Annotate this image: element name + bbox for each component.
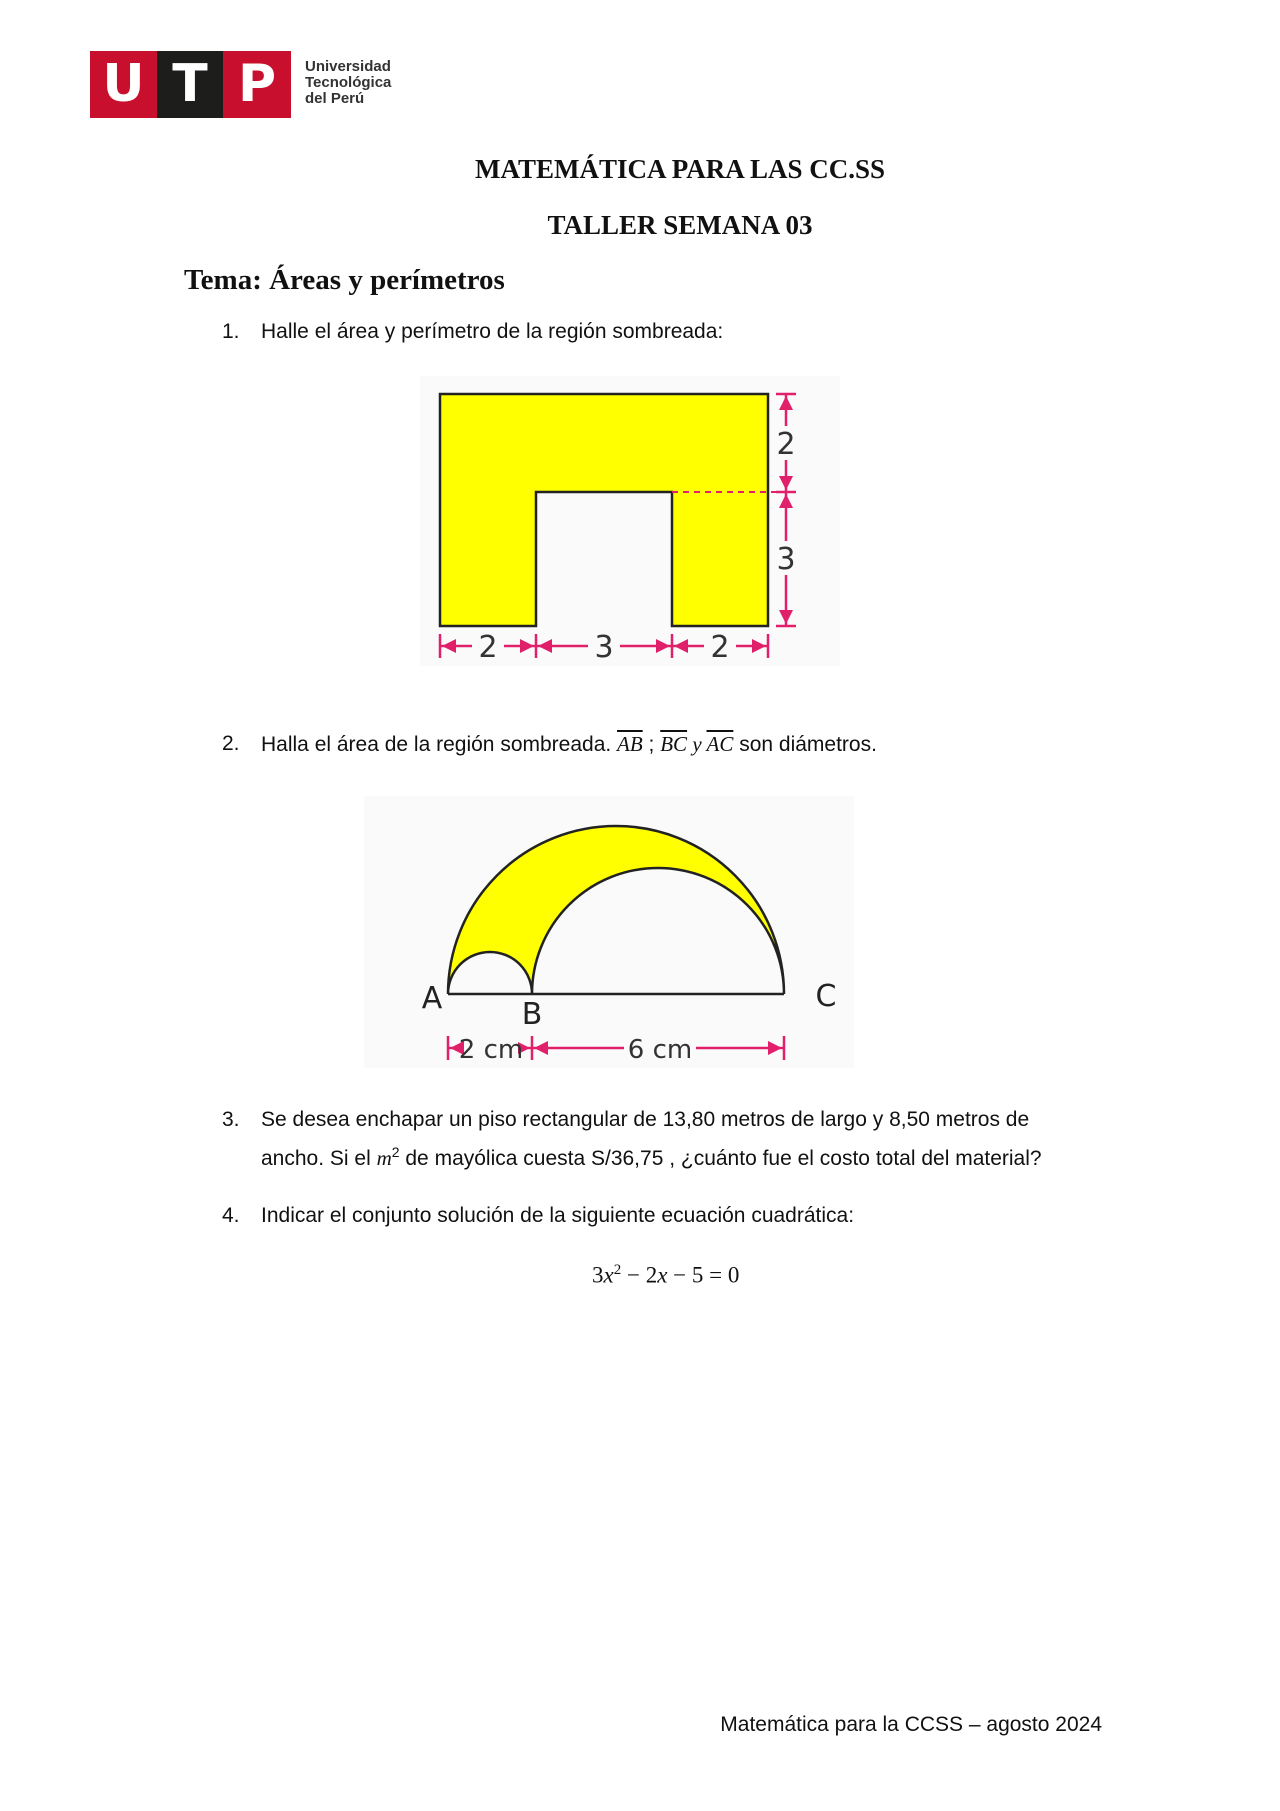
question-text: Indicar el conjunto solución de la siguiente ecuación cuadrática:	[261, 1204, 855, 1227]
unit-m: m	[376, 1146, 392, 1170]
eq-var: x	[603, 1262, 614, 1288]
question-text-line-2	[261, 1136, 1042, 1175]
point-a-label: A	[421, 981, 443, 1016]
figure-semicircles	[364, 796, 854, 1068]
logo-text	[305, 59, 391, 107]
unit-exponent: 2	[391, 1144, 400, 1160]
dim-label-right-top: 2	[776, 427, 796, 462]
eq-coef: 3	[592, 1262, 604, 1288]
point-b-label: B	[521, 997, 543, 1032]
q3-line2-end: de mayólica cuesta S/36,75 , ¿cuánto fue el costo total del material?	[399, 1147, 1042, 1170]
bc-length-label: 6 cm	[627, 1035, 693, 1065]
eq-var-2: x	[657, 1262, 668, 1288]
question-text-line-1: Se desea enchapar un piso rectangular de 13,80 metros de largo y 8,50 metros de	[261, 1108, 1030, 1131]
logo-text-line-2: Tecnológica	[305, 74, 392, 91]
q2-text-end: son diámetros.	[733, 733, 877, 756]
logo-text-line-1: Universidad	[305, 58, 391, 75]
logo-letter-t: T	[157, 51, 223, 118]
utp-logo	[90, 51, 402, 118]
q3-line2-start: ancho. Si el	[261, 1147, 377, 1170]
document-subtitle: TALLER SEMANA 03	[547, 210, 813, 240]
question-number: 4.	[222, 1204, 240, 1227]
logo-letter-u: U	[90, 51, 157, 118]
dim-label-bottom-middle: 3	[594, 630, 614, 665]
eq-middle: − 2	[621, 1262, 658, 1288]
logo-text-line-3: del Perú	[305, 90, 365, 107]
question-text: Halle el área y perímetro de la región sombreada:	[261, 320, 724, 343]
question-number: 1.	[222, 320, 240, 343]
segment-ac: $\overline{AC}$	[706, 732, 734, 756]
question-3	[222, 1104, 1122, 1174]
dim-label-bottom-left: 2	[478, 630, 498, 665]
ab-length-label: 2 cm	[458, 1035, 524, 1065]
dim-label-right-bottom: 3	[776, 542, 796, 577]
separator: ;	[642, 733, 661, 756]
segment-ab: $\overline{AB}$	[617, 732, 643, 756]
topic-heading: Tema: Áreas y perímetros	[184, 264, 505, 296]
point-c-label: C	[815, 979, 837, 1014]
page-footer: Matemática para la CCSS – agosto 2024	[720, 1713, 1102, 1736]
conjunction: y	[687, 732, 707, 756]
question-number: 3.	[222, 1108, 240, 1131]
question-number: 2.	[222, 732, 240, 755]
document-title: MATEMÁTICA PARA LAS CC.SS	[474, 154, 886, 184]
dim-label-bottom-right: 2	[710, 630, 730, 665]
figure-u-shape	[420, 376, 840, 666]
q2-text-start: Halla el área de la región sombreada.	[261, 733, 618, 756]
quadratic-equation	[592, 1262, 739, 1289]
segment-bc: $\overline{BC}$	[660, 732, 688, 756]
logo-letter-p: P	[223, 51, 291, 118]
eq-exp: 2	[613, 1262, 622, 1278]
question-text	[261, 728, 877, 761]
eq-end: − 5 = 0	[667, 1262, 740, 1288]
